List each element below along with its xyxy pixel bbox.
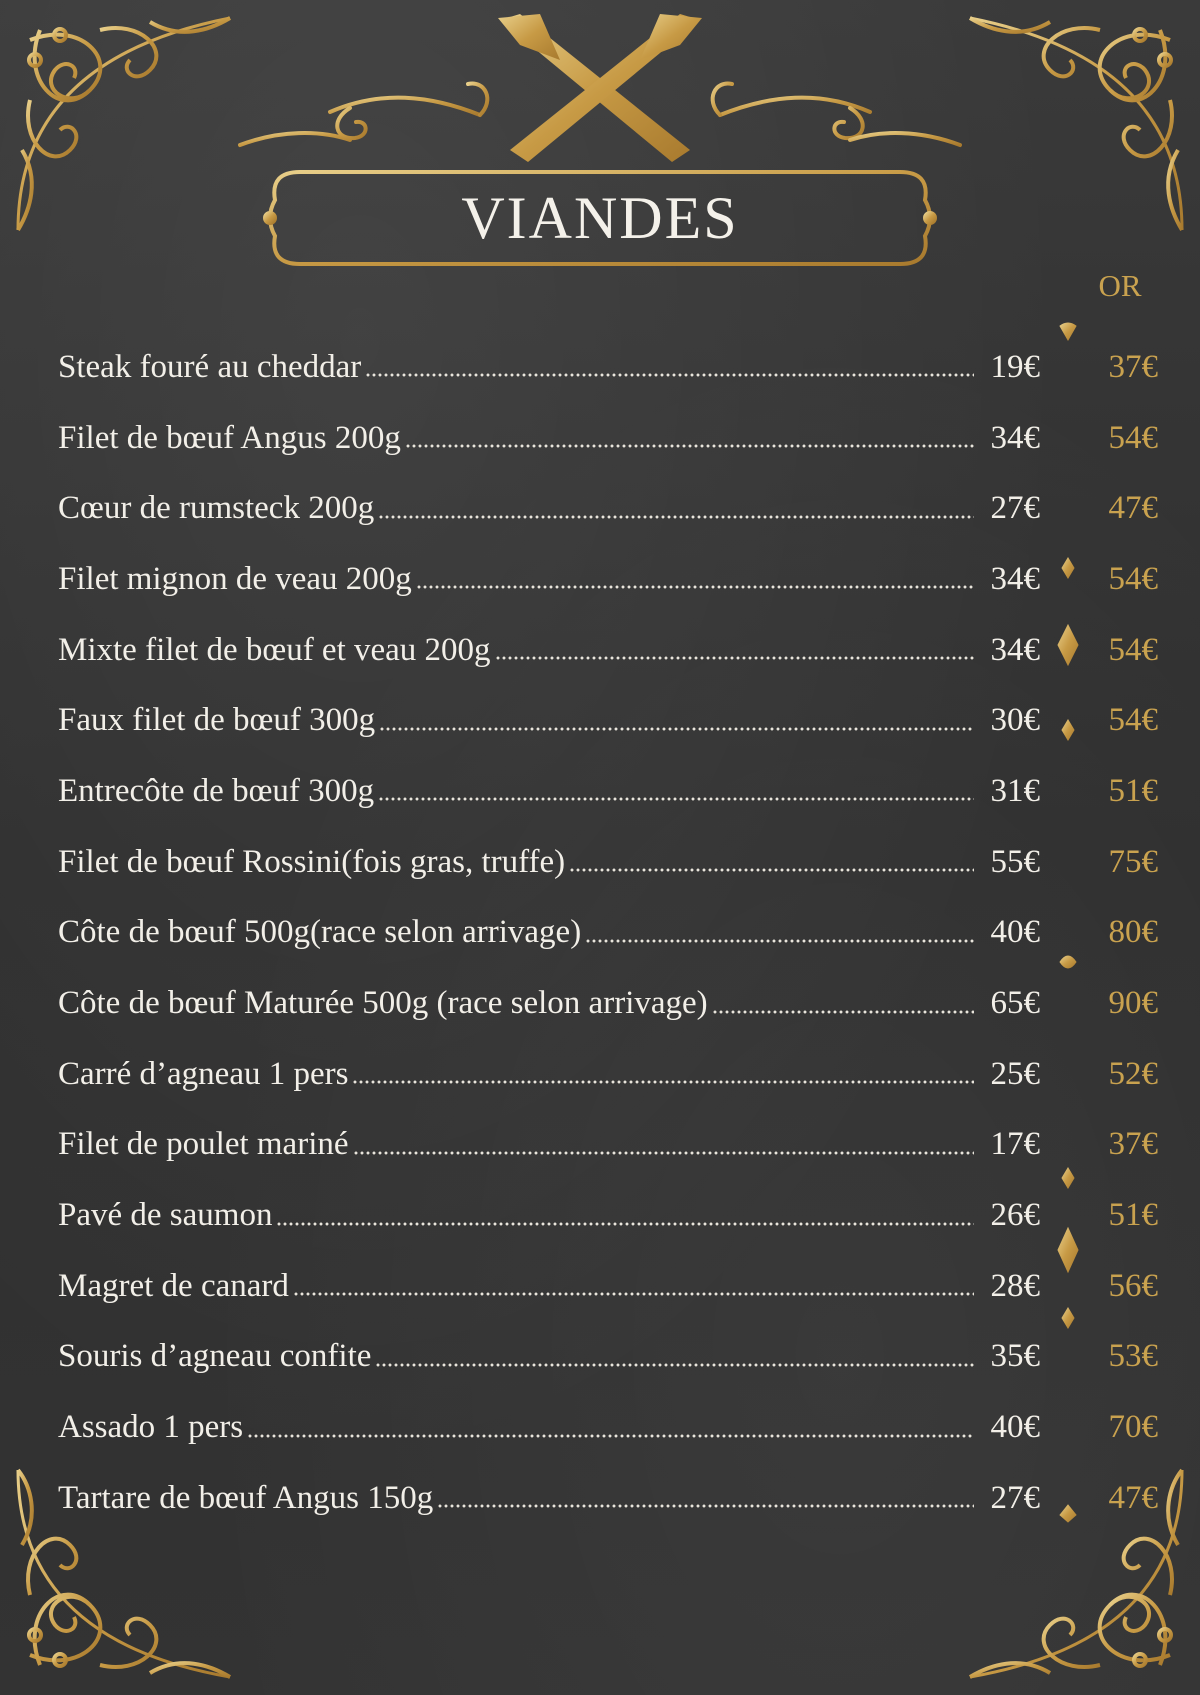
menu-item-name: Entrecôte de bœuf 300g: [58, 772, 375, 809]
menu-item-price-or: 70€: [1108, 1409, 1158, 1446]
menu-item-name: Assado 1 pers: [58, 1409, 244, 1446]
menu-item-name: Filet mignon de veau 200g: [58, 560, 412, 597]
menu-item-price: 26€: [990, 1197, 1040, 1234]
menu-item: [58, 1039, 1158, 1110]
dot-leader: [379, 727, 974, 731]
menu-item-price: 34€: [990, 419, 1040, 456]
menu-item-name: Magret de canard: [58, 1267, 289, 1304]
menu-item-price-or: 80€: [1108, 914, 1158, 951]
dot-leader: [712, 1010, 974, 1014]
dot-leader: [378, 515, 974, 519]
menu-item-price: 30€: [990, 702, 1040, 739]
menu-item: [58, 473, 1158, 544]
menu-item: [58, 403, 1158, 474]
menu-item-price: 40€: [990, 914, 1040, 951]
dot-leader: [416, 585, 974, 589]
menu-item-price-or: 75€: [1108, 843, 1158, 880]
menu-item-price-or: 54€: [1108, 702, 1158, 739]
menu-item-name: Mixte filet de bœuf et veau 200g: [58, 631, 491, 668]
menu-item-price-or: 51€: [1108, 1197, 1158, 1234]
dot-leader: [437, 1504, 974, 1508]
menu-item-name: Carré d’agneau 1 pers: [58, 1055, 349, 1092]
menu-item-price: 27€: [990, 490, 1040, 527]
menu-item: [58, 827, 1158, 898]
menu-item: [58, 615, 1158, 686]
menu-item-price: 31€: [990, 772, 1040, 809]
menu-item-name: Steak fouré au cheddar: [58, 348, 362, 385]
menu-item-price-or: 47€: [1108, 490, 1158, 527]
menu-item-name: Cœur de rumsteck 200g: [58, 490, 375, 527]
menu-list: [58, 332, 1158, 1534]
crossed-knives-icon: [498, 14, 702, 162]
menu-item-name: Faux filet de bœuf 300g: [58, 702, 376, 739]
title-box: [270, 172, 930, 264]
menu-item-name: Souris d’agneau confite: [58, 1338, 372, 1375]
menu-item: [58, 1463, 1158, 1534]
menu-item: [58, 332, 1158, 403]
menu-item: [58, 544, 1158, 615]
dot-leader: [495, 656, 974, 660]
menu-item-price: 55€: [990, 843, 1040, 880]
dot-leader: [352, 1080, 974, 1084]
dot-leader: [353, 1151, 974, 1155]
menu-item-price: 28€: [990, 1267, 1040, 1304]
dot-leader: [276, 1222, 974, 1226]
dot-leader: [569, 868, 974, 872]
menu-item: [58, 685, 1158, 756]
menu-item-price: 25€: [990, 1055, 1040, 1092]
menu-item-price-or: 54€: [1108, 419, 1158, 456]
menu-item-price: 17€: [990, 1126, 1040, 1163]
menu-item-price: 27€: [990, 1479, 1040, 1516]
menu-item-name: Tartare de bœuf Angus 150g: [58, 1479, 434, 1516]
menu-item-price-or: 37€: [1108, 348, 1158, 385]
menu-item-price-or: 37€: [1108, 1126, 1158, 1163]
menu-item: [58, 1392, 1158, 1463]
dot-leader: [293, 1292, 974, 1296]
menu-item: [58, 1180, 1158, 1251]
menu-item: [58, 1322, 1158, 1393]
menu-item-name: Côte de bœuf 500g(race selon arrivage): [58, 914, 582, 951]
menu-item-price-or: 53€: [1108, 1338, 1158, 1375]
menu-item: [58, 968, 1158, 1039]
menu-item-price-or: 90€: [1108, 985, 1158, 1022]
menu-item-price-or: 47€: [1108, 1479, 1158, 1516]
menu-item-price: 35€: [990, 1338, 1040, 1375]
dot-leader: [378, 797, 974, 801]
menu-item: [58, 756, 1158, 827]
menu-item-price: 19€: [990, 348, 1040, 385]
dot-leader: [585, 939, 974, 943]
menu-item: [58, 1251, 1158, 1322]
dot-leader: [375, 1363, 974, 1367]
or-column-header: OR: [1098, 268, 1142, 303]
menu-item-price-or: 54€: [1108, 631, 1158, 668]
menu-item-name: Filet de bœuf Rossini(fois gras, truffe): [58, 843, 566, 880]
menu-item-name: Pavé de saumon: [58, 1197, 273, 1234]
menu-item-name: Filet de poulet mariné: [58, 1126, 349, 1163]
menu-item: [58, 898, 1158, 969]
menu-item-name: Côte de bœuf Maturée 500g (race selon arrivage): [58, 985, 708, 1022]
menu-item-price-or: 51€: [1108, 772, 1158, 809]
menu-item-price: 34€: [990, 560, 1040, 597]
menu-item-price-or: 54€: [1108, 560, 1158, 597]
dot-leader: [365, 373, 974, 377]
menu-item-price: 65€: [990, 985, 1040, 1022]
dot-leader: [405, 444, 974, 448]
menu-item-price: 40€: [990, 1409, 1040, 1446]
menu-item-name: Filet de bœuf Angus 200g: [58, 419, 401, 456]
dot-leader: [247, 1434, 974, 1438]
menu-item-price: 34€: [990, 631, 1040, 668]
menu-item-price-or: 52€: [1108, 1055, 1158, 1092]
menu-item-price-or: 56€: [1108, 1267, 1158, 1304]
menu-title: VIANDES: [461, 185, 739, 251]
menu-item: [58, 1110, 1158, 1181]
